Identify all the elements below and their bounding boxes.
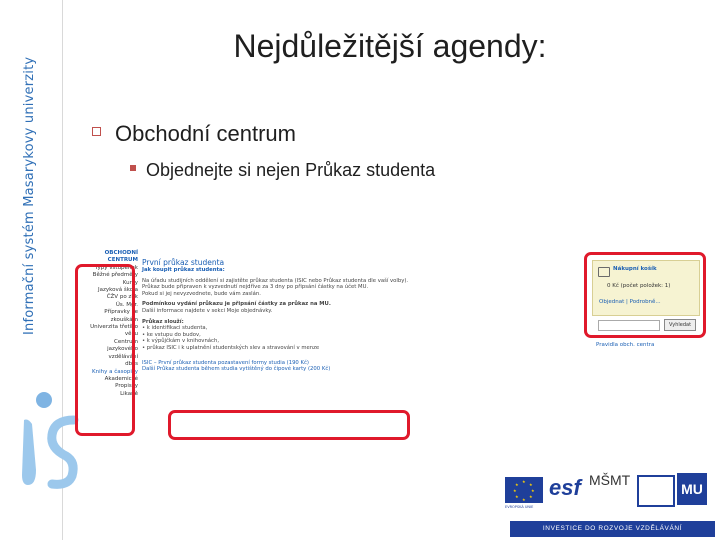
bullet-text: Obchodní centrum xyxy=(115,121,296,146)
nav-item[interactable]: ČŽV po zbk xyxy=(106,294,138,301)
screenshot-right-panel xyxy=(584,250,706,438)
content-line: Průkaz slouží: xyxy=(142,318,184,325)
highlight-box-nav xyxy=(75,264,135,436)
nav-item[interactable]: Ús. Mgr. xyxy=(115,301,138,308)
nav-item[interactable]: Likaně xyxy=(120,390,138,397)
nav-header: OBCHODNÍ xyxy=(104,250,138,256)
nav-item[interactable]: věku xyxy=(124,331,138,338)
sub-bullet-text: Objednejte si nejen Průkaz studenta xyxy=(146,160,436,180)
nav-item[interactable]: vzdělávání xyxy=(108,353,138,360)
basket-sum: 0 Kč (počet položek: 1) xyxy=(607,283,671,289)
content-line: • ke vstupu do budov, xyxy=(142,331,201,338)
nav-item[interactable]: Knihy a časopisy xyxy=(92,368,138,375)
bullet-obchodni-centrum xyxy=(92,121,296,147)
eu-flag-icon: ★ ★ ★ ★ ★ ★ ★ ★ xyxy=(505,477,543,503)
nav-item[interactable]: zkouškám xyxy=(110,316,138,323)
eu-logo-strip xyxy=(505,473,715,521)
content-line: Pokud si jej nevyzvednete, bude vám zaslán. xyxy=(142,290,261,297)
nav-item[interactable]: Běžné předměty xyxy=(92,272,138,279)
vertical-university-label: Informační systém Masarykovy univerzity xyxy=(22,56,37,335)
eu-label: EVROPSKÁ UNIE xyxy=(505,505,534,509)
basket-label[interactable]: Nákupní košík xyxy=(613,266,657,272)
highlight-box-products xyxy=(168,410,410,440)
basket-links[interactable]: Objednat | Podrobně... xyxy=(599,299,661,305)
nav-item[interactable]: Jazyková škola xyxy=(98,287,138,294)
nav-item[interactable]: Přípravky ke xyxy=(104,309,138,316)
nav-item[interactable]: Propisky xyxy=(115,383,138,390)
nav-item[interactable]: Univerzita třetího xyxy=(90,324,138,331)
content-line: • průkaz ISIC i k uplatnění studentských slev a stravování v menze xyxy=(142,344,320,351)
square-bullet-icon xyxy=(130,165,136,171)
mu-logo: MU xyxy=(677,473,707,505)
eu-banner: INVESTICE DO ROZVOJE VZDĚLÁVÁNÍ xyxy=(510,521,715,537)
opvk-logo-icon xyxy=(637,475,675,507)
content-line: Další informace najdete v sekci Moje objednávky. xyxy=(142,307,273,314)
highlight-box-basket xyxy=(584,252,706,338)
content-line: Průkaz bude připraven k vyzvednutí nejdříve za 3 dny po připsání částky na účet MU. xyxy=(142,284,369,291)
esf-logo: esf xyxy=(549,475,581,500)
side-strip xyxy=(0,0,63,540)
nav-item[interactable]: Akademické xyxy=(104,375,138,382)
nav-header-2: CENTRUM xyxy=(107,257,138,264)
slide-title: Nejdůležitější agendy: xyxy=(233,28,547,64)
embedded-screenshot xyxy=(76,250,706,440)
content-heading: První průkaz studenta xyxy=(142,258,225,267)
is-logo-icon xyxy=(14,390,84,500)
product-link-isic[interactable]: ISIC – První průkaz studenta pozastavení formy studia (190 Kč) xyxy=(142,359,309,366)
nav-item[interactable]: dbcs xyxy=(125,361,138,368)
content-subheading: Jak koupit průkaz studenta: xyxy=(142,267,225,273)
content-line: • k výpůjčkám v knihovnách, xyxy=(142,338,219,345)
sub-bullet-prukaz xyxy=(130,160,435,181)
product-link-prukaz[interactable]: Další Průkaz studenta během studia vytištěný do čipové karty (200 Kč) xyxy=(142,366,331,373)
nav-item[interactable]: Kurzy xyxy=(122,279,138,286)
nav-item[interactable]: Typy vstupenek xyxy=(95,264,138,271)
search-button[interactable]: Vyhledat xyxy=(664,319,696,331)
content-line: • k identifikaci studenta, xyxy=(142,325,208,332)
rules-link[interactable]: Pravidla obch. centra xyxy=(596,342,655,348)
content-line: Podmínkou vydání průkazu je připsání částky za průkaz na MU. xyxy=(142,301,331,308)
nav-item[interactable]: Centrum xyxy=(114,338,138,345)
bullet-marker-icon xyxy=(92,127,101,136)
nav-item[interactable]: jazykového xyxy=(107,346,138,353)
msmt-logo: MŠMT xyxy=(589,472,631,488)
content-line: Na úřadu studijních oddělení si zajistěte průkaz studenta (ISIC nebo Průkaz studenta dle vaší volby). xyxy=(142,277,409,284)
